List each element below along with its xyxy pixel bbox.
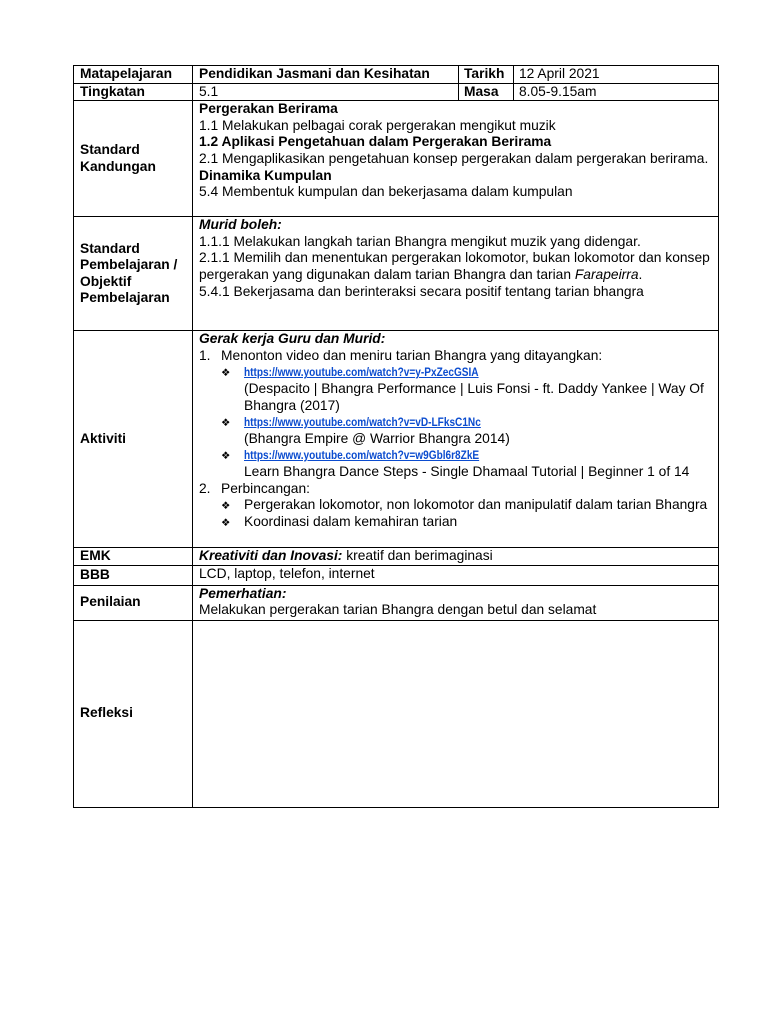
form-value: 5.1 (193, 83, 459, 101)
assessment-criteria: Melakukan pergerakan tarian Bhangra dengan betul dan selamat (199, 602, 597, 618)
refleksi-row (74, 620, 719, 807)
step-number: 2. (199, 480, 211, 496)
diamond-bullet-icon (221, 447, 235, 464)
emk-label: EMK (74, 548, 193, 566)
standard-pembelajaran-content (193, 217, 719, 331)
step-text: Menonton video dan meniru tarian Bhangra yang ditayangkan: (221, 347, 603, 363)
date-label: Tarikh (459, 66, 514, 84)
diamond-bullet-icon (221, 364, 235, 381)
section-heading: Pergerakan Berirama (199, 101, 338, 117)
form-label: Tingkatan (74, 83, 193, 101)
standard-item: 5.4 Membentuk kumpulan dan bekerjasama dalam kumpulan (199, 184, 573, 200)
video-caption: (Despacito | Bhangra Performance | Luis Fonsi - ft. Daddy Yankee | Way Of Bhangra (2017) (244, 380, 704, 413)
emk-content (193, 548, 719, 566)
bbb-row (74, 565, 719, 585)
objectives-intro: Murid boleh: (199, 217, 282, 233)
date-value: 12 April 2021 (514, 66, 719, 84)
time-value: 8.05-9.15am (514, 83, 719, 101)
objective-end: . (638, 266, 643, 282)
standard-item: 1.1 Melakukan pelbagai corak pergerakan mengikut muzik (199, 117, 556, 133)
video-link[interactable]: https://www.youtube.com/watch?v=y-PxZecGSIA (244, 365, 479, 380)
section-heading: Dinamika Kumpulan (199, 167, 332, 183)
objective-italic-term: Farapeirra (574, 266, 639, 282)
video-item (199, 414, 711, 447)
discussion-point-text: Pergerakan lokomotor, non lokomotor dan manipulatif dalam tarian Bhangra (244, 497, 708, 513)
objective-item: 5.4.1 Bekerjasama dan berinteraksi secara positif tentang tarian bhangra (199, 283, 644, 299)
section-heading: 1.2 Aplikasi Pengetahuan dalam Pergerakan Berirama (199, 134, 552, 150)
bbb-value: LCD, laptop, telefon, internet (193, 565, 719, 585)
emk-value-text: kreatif dan berimaginasi (346, 548, 493, 564)
emk-row (74, 548, 719, 566)
form-row (74, 83, 719, 101)
activity-step (199, 348, 711, 365)
video-link[interactable]: https://www.youtube.com/watch?v=vD-LFksC1Nc (244, 415, 481, 430)
subject-row (74, 66, 719, 84)
bbb-label: BBB (74, 565, 193, 585)
discussion-point (199, 497, 711, 514)
aktiviti-label: Aktiviti (74, 331, 193, 548)
refleksi-content (193, 620, 719, 807)
objective-item: 1.1.1 Melakukan langkah tarian Bhangra mengikut muzik yang didengar. (199, 233, 641, 249)
step-text: Perbincangan: (221, 480, 310, 496)
penilaian-row (74, 585, 719, 620)
objective-item (199, 250, 711, 283)
subject-value: Pendidikan Jasmani dan Kesihatan (193, 66, 459, 84)
standard-kandungan-content (193, 101, 719, 217)
standard-kandungan-row (74, 101, 719, 217)
standard-pembelajaran-label: Standard Pembelajaran / Objektif Pembelajaran (74, 217, 193, 331)
subject-label: Matapelajaran (74, 66, 193, 84)
diamond-bullet-icon (221, 414, 235, 431)
discussion-point (199, 514, 711, 531)
video-caption: (Bhangra Empire @ Warrior Bhangra 2014) (244, 430, 510, 446)
standard-item: 2.1 Mengaplikasikan pengetahuan konsep pergerakan dalam pergerakan berirama. (199, 150, 709, 166)
standard-kandungan-label: Standard Kandungan (74, 101, 193, 217)
video-link[interactable]: https://www.youtube.com/watch?v=w9Gbl6r8ZkE (244, 448, 480, 463)
lesson-plan-table (73, 65, 719, 808)
objective-text: 2.1.1 Memilih dan menentukan pergerakan lokomotor, bukan lokomotor dan konsep pergerakan yang digunakan dalam tarian Bhangra dan tarian (199, 250, 710, 282)
step-number: 1. (199, 347, 211, 363)
standard-pembelajaran-row (74, 217, 719, 331)
assessment-method: Pemerhatian: (199, 585, 287, 601)
penilaian-content (193, 585, 719, 620)
diamond-bullet-icon (221, 514, 235, 531)
diamond-bullet-icon (221, 497, 235, 514)
refleksi-label: Refleksi (74, 620, 193, 807)
time-label: Masa (459, 83, 514, 101)
activity-intro: Gerak kerja Guru dan Murid: (199, 331, 386, 347)
video-item (199, 364, 711, 414)
discussion-point-text: Koordinasi dalam kemahiran tarian (244, 513, 458, 529)
aktiviti-row (74, 331, 719, 548)
emk-value-label: Kreativiti dan Inovasi: (199, 548, 343, 564)
aktiviti-content (193, 331, 719, 548)
penilaian-label: Penilaian (74, 585, 193, 620)
activity-step (199, 481, 711, 498)
video-caption: Learn Bhangra Dance Steps - Single Dhamaal Tutorial | Beginner 1 of 14 (244, 463, 690, 479)
video-item (199, 447, 711, 480)
